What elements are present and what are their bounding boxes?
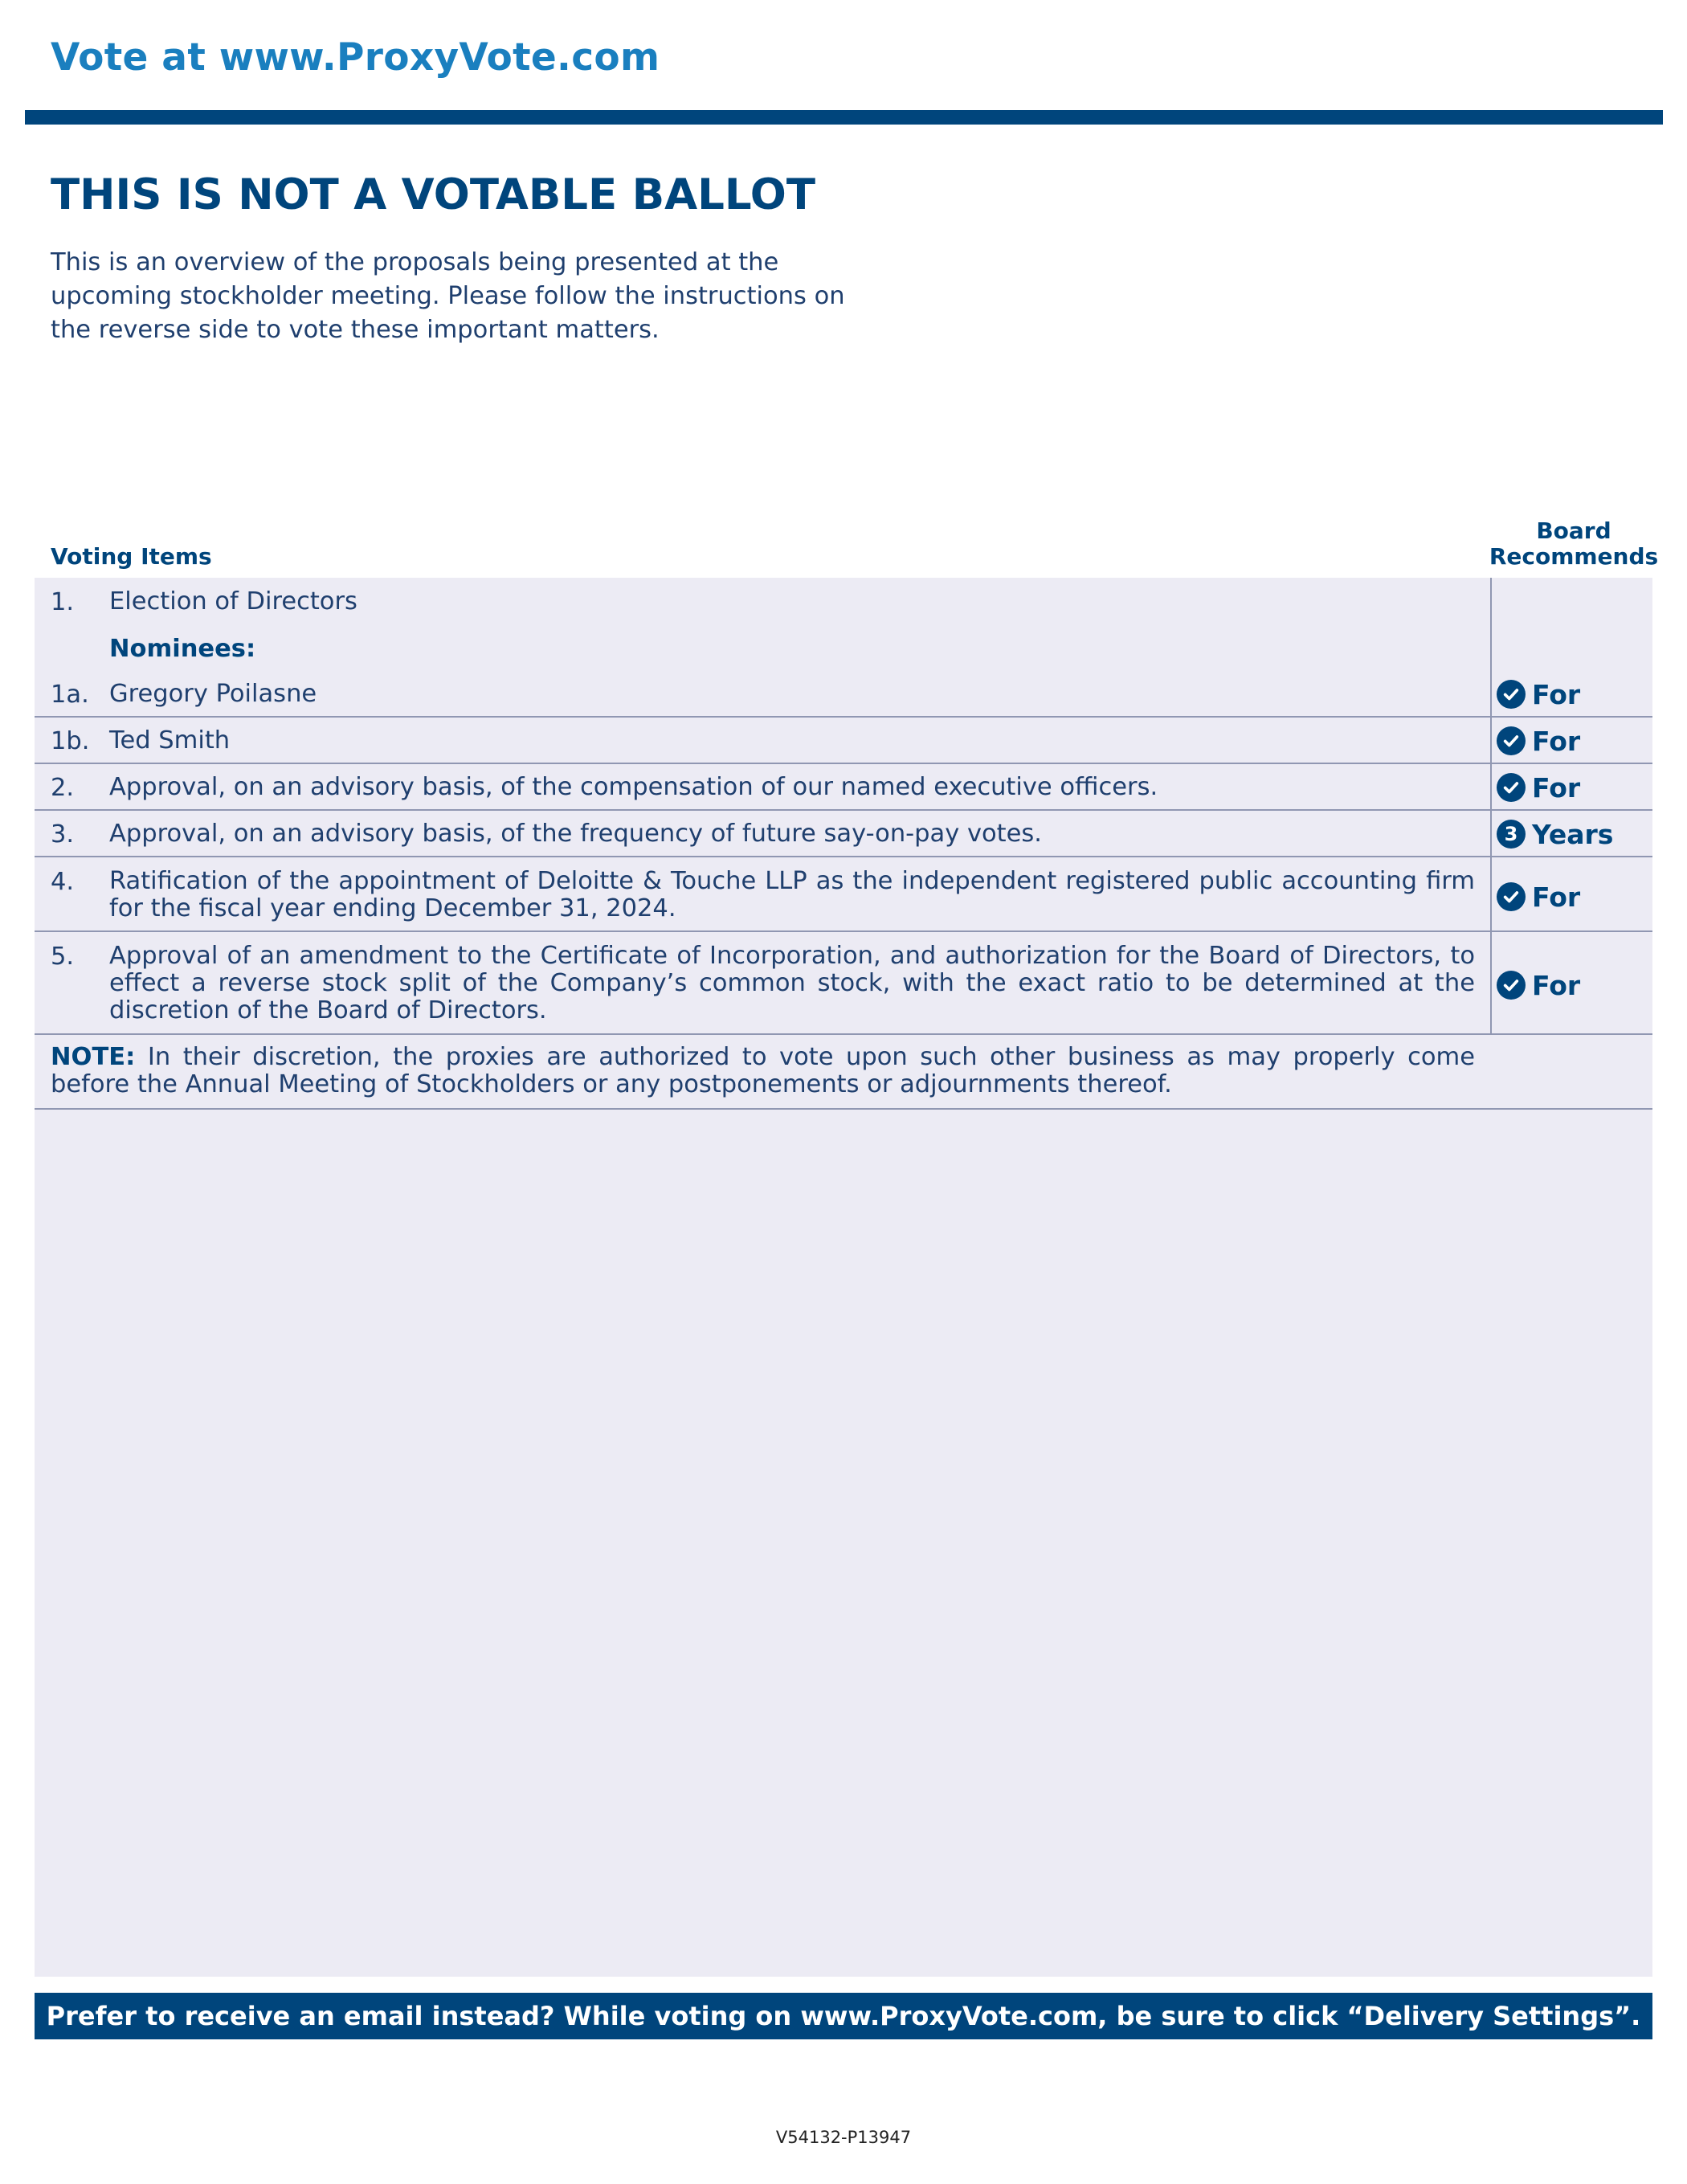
item-text: Approval, on an advisory basis, of the compensation of our named executive officers. bbox=[109, 773, 1158, 801]
icon-number: 3 bbox=[1504, 823, 1518, 845]
nominee-name: Gregory Poilasne bbox=[109, 680, 317, 708]
item-number: 4. bbox=[51, 868, 75, 896]
voting-items-header: Voting Items bbox=[51, 543, 212, 570]
note-text: In their discretion, the proxies are authorized to vote upon such other business as may properly come before the Annual Meeting of Stockholders or any postponements or adjournments thereof. bbox=[51, 1043, 1475, 1098]
item-text: Ratification of the appointment of Deloitte & Touche LLP as the independent registered public accounting firm for the fiscal year ending December 31, 2024. bbox=[109, 867, 1475, 922]
row-divider bbox=[35, 856, 1652, 857]
row-divider bbox=[35, 1108, 1652, 1110]
recommendation-label: For bbox=[1532, 771, 1581, 804]
recommendation-label: For bbox=[1532, 969, 1581, 1001]
nominees-label: Nominees: bbox=[109, 635, 256, 663]
recommendation-label: For bbox=[1532, 678, 1581, 710]
intro-line: the reverse side to vote these important matters. bbox=[51, 316, 660, 344]
recommendation bbox=[1497, 818, 1613, 850]
item-number: 1b. bbox=[51, 727, 90, 755]
note-paragraph bbox=[51, 1044, 1475, 1098]
row-divider bbox=[35, 809, 1652, 811]
item-number: 5. bbox=[51, 943, 75, 971]
recommendation-label: For bbox=[1532, 881, 1581, 913]
proxyvote-link[interactable]: Vote at www.ProxyVote.com bbox=[51, 35, 660, 80]
intro-line: upcoming stockholder meeting. Please follow the instructions on bbox=[51, 282, 845, 310]
intro-line: This is an overview of the proposals being presented at the bbox=[51, 248, 779, 276]
recommendation-label: For bbox=[1532, 725, 1581, 757]
row-divider bbox=[35, 930, 1652, 932]
check-circle-icon bbox=[1497, 680, 1526, 709]
item-number: 1a. bbox=[51, 681, 89, 709]
item-number: 1. bbox=[51, 588, 75, 616]
recommendation bbox=[1497, 725, 1580, 757]
nominee-name: Ted Smith bbox=[109, 726, 231, 755]
board-header-line: Board bbox=[1536, 517, 1611, 544]
number-circle-icon bbox=[1497, 820, 1526, 849]
check-circle-icon bbox=[1497, 726, 1526, 755]
check-circle-icon bbox=[1497, 882, 1526, 911]
delivery-settings-banner: Prefer to receive an email instead? While voting on www.ProxyVote.com, be sure to click “Delivery Settings”. bbox=[35, 1993, 1652, 2039]
row-divider bbox=[35, 716, 1652, 718]
header-rule bbox=[25, 110, 1663, 125]
board-recommends-header bbox=[1485, 518, 1663, 570]
board-header-line: Recommends bbox=[1489, 543, 1659, 570]
row-divider bbox=[35, 763, 1652, 764]
recommendation bbox=[1497, 881, 1580, 913]
check-circle-icon bbox=[1497, 773, 1526, 802]
note-label: NOTE: bbox=[51, 1043, 136, 1071]
item-number: 3. bbox=[51, 820, 75, 849]
item-number: 2. bbox=[51, 774, 75, 802]
recommendation-column-divider bbox=[1490, 578, 1492, 1034]
page-title: THIS IS NOT A VOTABLE BALLOT bbox=[51, 170, 815, 219]
recommendation-label: Years bbox=[1532, 818, 1614, 850]
intro-paragraph bbox=[51, 246, 902, 347]
item-text: Election of Directors bbox=[109, 587, 357, 616]
job-code: V54132-P13947 bbox=[775, 2128, 912, 2147]
recommendation bbox=[1497, 771, 1580, 804]
item-text: Approval, on an advisory basis, of the frequency of future say-on-pay votes. bbox=[109, 820, 1042, 848]
recommendation bbox=[1497, 678, 1580, 710]
check-circle-icon bbox=[1497, 971, 1526, 1000]
recommendation bbox=[1497, 969, 1580, 1001]
row-divider bbox=[35, 1033, 1652, 1035]
item-text: Approval of an amendment to the Certificate of Incorporation, and authorization for the Board of Directors, to effect a reverse stock split of the Company’s common stock, with the exact ratio to be determined at the discretion of the Board of Directors. bbox=[109, 942, 1475, 1025]
